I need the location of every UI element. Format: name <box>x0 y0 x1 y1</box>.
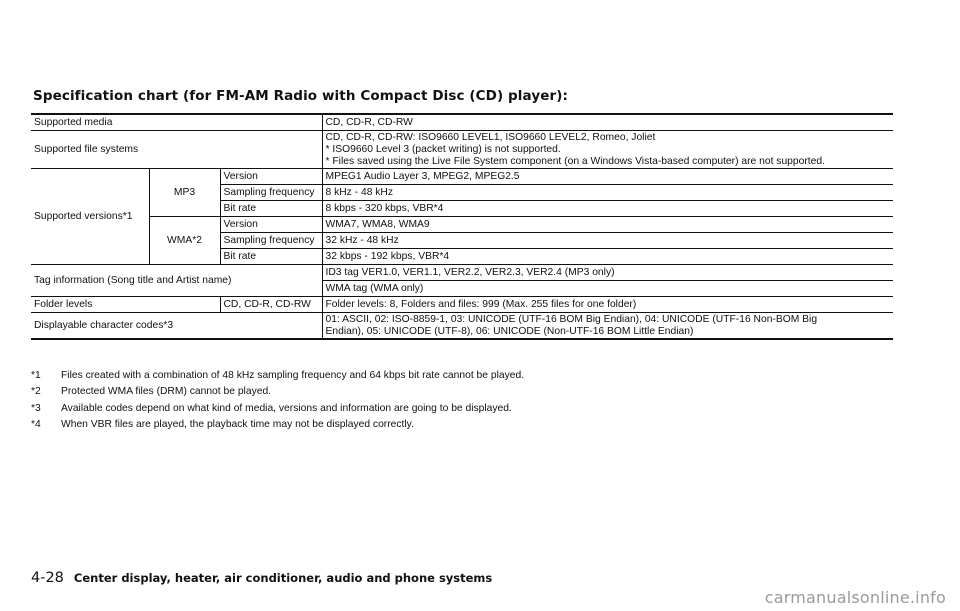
footnote-text: When VBR files are played, the playback time may not be displayed correctly. <box>61 418 414 430</box>
page-heading: Specification chart (for FM-AM Radio with Compact Disc (CD) player): <box>33 88 569 104</box>
table-row <box>31 131 893 169</box>
supported-media-value: CD, CD-R, CD-RW <box>322 114 893 131</box>
format-wma: WMA*2 <box>149 217 220 265</box>
attr-cell: Version <box>220 217 322 233</box>
folder-levels-label: Folder levels <box>31 297 220 313</box>
table-row <box>31 114 893 131</box>
watermark: carmanualsonline.info <box>764 588 946 607</box>
attr-cell: Sampling frequency <box>220 233 322 249</box>
value-cell: 8 kbps - 320 kbps, VBR*4 <box>322 201 893 217</box>
page-number: 4-28 <box>31 570 64 586</box>
attr-cell: Sampling frequency <box>220 185 322 201</box>
value-cell: MPEG1 Audio Layer 3, MPEG2, MPEG2.5 <box>322 169 893 185</box>
attr-cell: Version <box>220 169 322 185</box>
table-row <box>31 217 893 233</box>
folder-levels-media: CD, CD-R, CD-RW <box>220 297 322 313</box>
footnote-mark: *2 <box>31 386 41 398</box>
file-systems-line: CD, CD-R, CD-RW: ISO9660 LEVEL1, ISO9660 LEVEL2, Romeo, Joliet <box>325 132 656 143</box>
file-systems-value <box>322 131 893 169</box>
table-row <box>31 313 893 340</box>
supported-versions-label: Supported versions*1 <box>31 169 149 265</box>
char-codes-label: Displayable character codes*3 <box>31 313 322 340</box>
footnote <box>31 401 911 417</box>
table-row <box>31 297 893 313</box>
table-row <box>31 169 893 185</box>
footnote-mark: *3 <box>31 402 41 414</box>
footnote <box>31 417 911 433</box>
footnote-text: Protected WMA files (DRM) cannot be played. <box>61 386 272 398</box>
char-codes-value <box>322 313 893 340</box>
footnote <box>31 368 911 384</box>
attr-cell: Bit rate <box>220 249 322 265</box>
specification-table <box>31 113 893 340</box>
footnote-text: Available codes depend on what kind of media, versions and information are going to be displayed. <box>61 402 512 414</box>
file-systems-label: Supported file systems <box>31 131 322 169</box>
footnotes <box>31 368 911 433</box>
folder-levels-value: Folder levels: 8, Folders and files: 999 (Max. 255 files for one folder) <box>322 297 893 313</box>
footnote-mark: *1 <box>31 370 41 381</box>
chapter-title: Center display, heater, air conditioner, audio and phone systems <box>73 571 493 585</box>
char-codes-line: 01: ASCII, 02: ISO-8859-1, 03: UNICODE (UTF-16 BOM Big Endian), 04: UNICODE (UTF-16 Non-BOM Big <box>325 314 818 325</box>
tag-info-value: ID3 tag VER1.0, VER1.1, VER2.2, VER2.3, VER2.4 (MP3 only) <box>322 265 893 281</box>
value-cell: 32 kbps - 192 kbps, VBR*4 <box>322 249 893 265</box>
tag-info-label: Tag information (Song title and Artist name) <box>31 265 322 297</box>
value-cell: 32 kHz - 48 kHz <box>322 233 893 249</box>
value-cell: WMA7, WMA8, WMA9 <box>322 217 893 233</box>
file-systems-line: * Files saved using the Live File System component (on a Windows Vista-based computer) are not supported. <box>325 156 825 167</box>
footnote <box>31 384 911 400</box>
footnote-text: Files created with a combination of 48 kHz sampling frequency and 64 kbps bit rate cannot be played. <box>61 370 525 381</box>
value-cell: 8 kHz - 48 kHz <box>322 185 893 201</box>
supported-media-label: Supported media <box>31 114 322 131</box>
page-footer <box>31 570 492 586</box>
footnote-mark: *4 <box>31 418 41 430</box>
format-mp3: MP3 <box>149 169 220 217</box>
tag-info-value: WMA tag (WMA only) <box>322 281 893 297</box>
char-codes-line: Endian), 05: UNICODE (UTF-8), 06: UNICODE (Non-UTF-16 BOM Little Endian) <box>325 326 694 337</box>
table-row <box>31 265 893 281</box>
file-systems-line: * ISO9660 Level 3 (packet writing) is not supported. <box>325 144 561 155</box>
attr-cell: Bit rate <box>220 201 322 217</box>
